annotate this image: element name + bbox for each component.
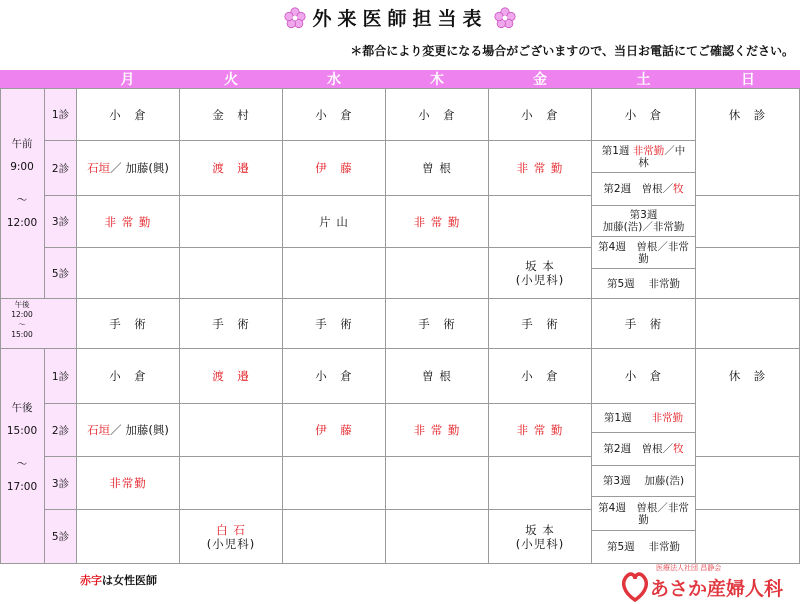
schedule-cell: 石垣 ／ 加藤(興) [87, 161, 169, 175]
schedule-cell: 休 診 [728, 369, 767, 383]
schedule-cell: 休 診 [728, 107, 767, 122]
day-header-sun: 日 [696, 70, 800, 88]
flower-icon [494, 7, 516, 29]
schedule-cell: 非 常 勤 [516, 161, 564, 175]
slot-label: 1診 [51, 109, 70, 121]
schedule-cell: 坂 本 (小児科) [515, 522, 565, 551]
saturday-week-cell: 第2週 曽根／ 牧 [603, 443, 684, 455]
schedule-cell: 石垣 ／ 加藤(興) [87, 423, 169, 437]
saturday-week-cell: 第2週 曽根／ 牧 [603, 183, 684, 195]
slot-label: 2診 [51, 162, 70, 175]
page-title [0, 4, 800, 31]
title-text: 外来医師担当表 [312, 8, 488, 30]
schedule-cell: 片 山 [319, 214, 349, 229]
schedule-cell: 曽 根 [422, 161, 452, 175]
slot-label: 3診 [51, 216, 70, 228]
schedule-cell: 小 倉 [418, 107, 456, 122]
schedule-cell: 曽 根 [422, 369, 452, 383]
schedule-cell: 小 倉 [521, 369, 559, 383]
afternoon-period: 午後 15:00 ～ 17:00 [6, 402, 38, 493]
day-header-sat: 土 [592, 70, 695, 88]
schedule-cell: 伊 藤 [315, 161, 353, 175]
slot-label: 1診 [51, 370, 70, 383]
schedule-cell: 伊 藤 [315, 423, 353, 437]
day-header-wed: 水 [283, 70, 385, 88]
schedule-cell: 小 倉 [624, 107, 663, 122]
schedule-cell: 坂 本 (小児科) [515, 259, 565, 287]
schedule-cell: 小 倉 [109, 369, 147, 383]
surgery-period: 午後 12:00 ～ 15:00 [11, 300, 33, 339]
morning-period: 午前 9:00 ～ 12:00 [6, 138, 38, 229]
day-header-fri: 金 [489, 70, 591, 88]
schedule-cell: 小 倉 [315, 107, 353, 122]
schedule-cell: 白 石 (小児科) [206, 522, 256, 551]
notice-text: ＊都合により変更になる場合がございますので、当日お電話にてご確認ください。 [350, 44, 794, 58]
saturday-week-cell: 第3週 加藤(浩) [602, 475, 685, 487]
slot-label: 3診 [51, 477, 70, 490]
surgery-cell: 手 術 [315, 316, 353, 331]
schedule-cell: 非 常 勤 [413, 423, 461, 437]
surgery-cell: 手 術 [418, 316, 456, 331]
slot-label: 2診 [51, 424, 70, 437]
saturday-week-cell: 第4週 曽根／非常 勤 [598, 240, 689, 265]
schedule-cell: 小 倉 [624, 369, 663, 383]
saturday-week-cell: 第4週 曽根／非常 勤 [598, 501, 689, 526]
schedule-cell: 小 倉 [109, 107, 147, 122]
legend-note: 赤字は女性医師 [80, 574, 157, 587]
schedule-cell: 非常勤 [109, 476, 147, 490]
clinic-logo [620, 563, 798, 603]
surgery-cell: 手 術 [109, 316, 147, 331]
schedule-cell: 渡 邉 [212, 369, 250, 383]
flower-icon [284, 7, 306, 29]
saturday-week-cell: 第1週 非常勤／中 林 [601, 144, 686, 169]
clinic-logo-mark-icon [620, 567, 650, 603]
schedule-cell: 非 常 勤 [516, 423, 564, 437]
slot-label: 5診 [51, 531, 70, 543]
schedule-cell: 金 村 [212, 107, 250, 122]
schedule-cell: 小 倉 [521, 107, 559, 122]
slot-label: 5診 [51, 267, 70, 280]
surgery-cell: 手 術 [624, 316, 663, 331]
saturday-week-cell: 第5週 非常勤 [606, 277, 681, 290]
schedule-cell: 渡 邉 [212, 161, 250, 175]
saturday-week-cell: 第1週 非常勤 [603, 412, 684, 424]
clinic-name: あさか産婦人科 [650, 578, 784, 600]
schedule-cell: 非 常 勤 [104, 214, 152, 229]
surgery-cell: 手 術 [212, 316, 250, 331]
surgery-cell: 手 術 [521, 316, 559, 331]
saturday-week-cell: 第5週 非常勤 [606, 541, 681, 553]
clinic-corp-name: 医療法人社団 昌静会 [656, 564, 722, 572]
schedule-cell: 小 倉 [315, 369, 353, 383]
day-header-mon: 月 [76, 70, 179, 88]
schedule-cell: 非 常 勤 [413, 214, 461, 229]
day-header-thu: 木 [386, 70, 488, 88]
day-header-tue: 火 [180, 70, 282, 88]
saturday-week-cell: 第3週 加藤(浩)／非常勤 [602, 209, 685, 233]
